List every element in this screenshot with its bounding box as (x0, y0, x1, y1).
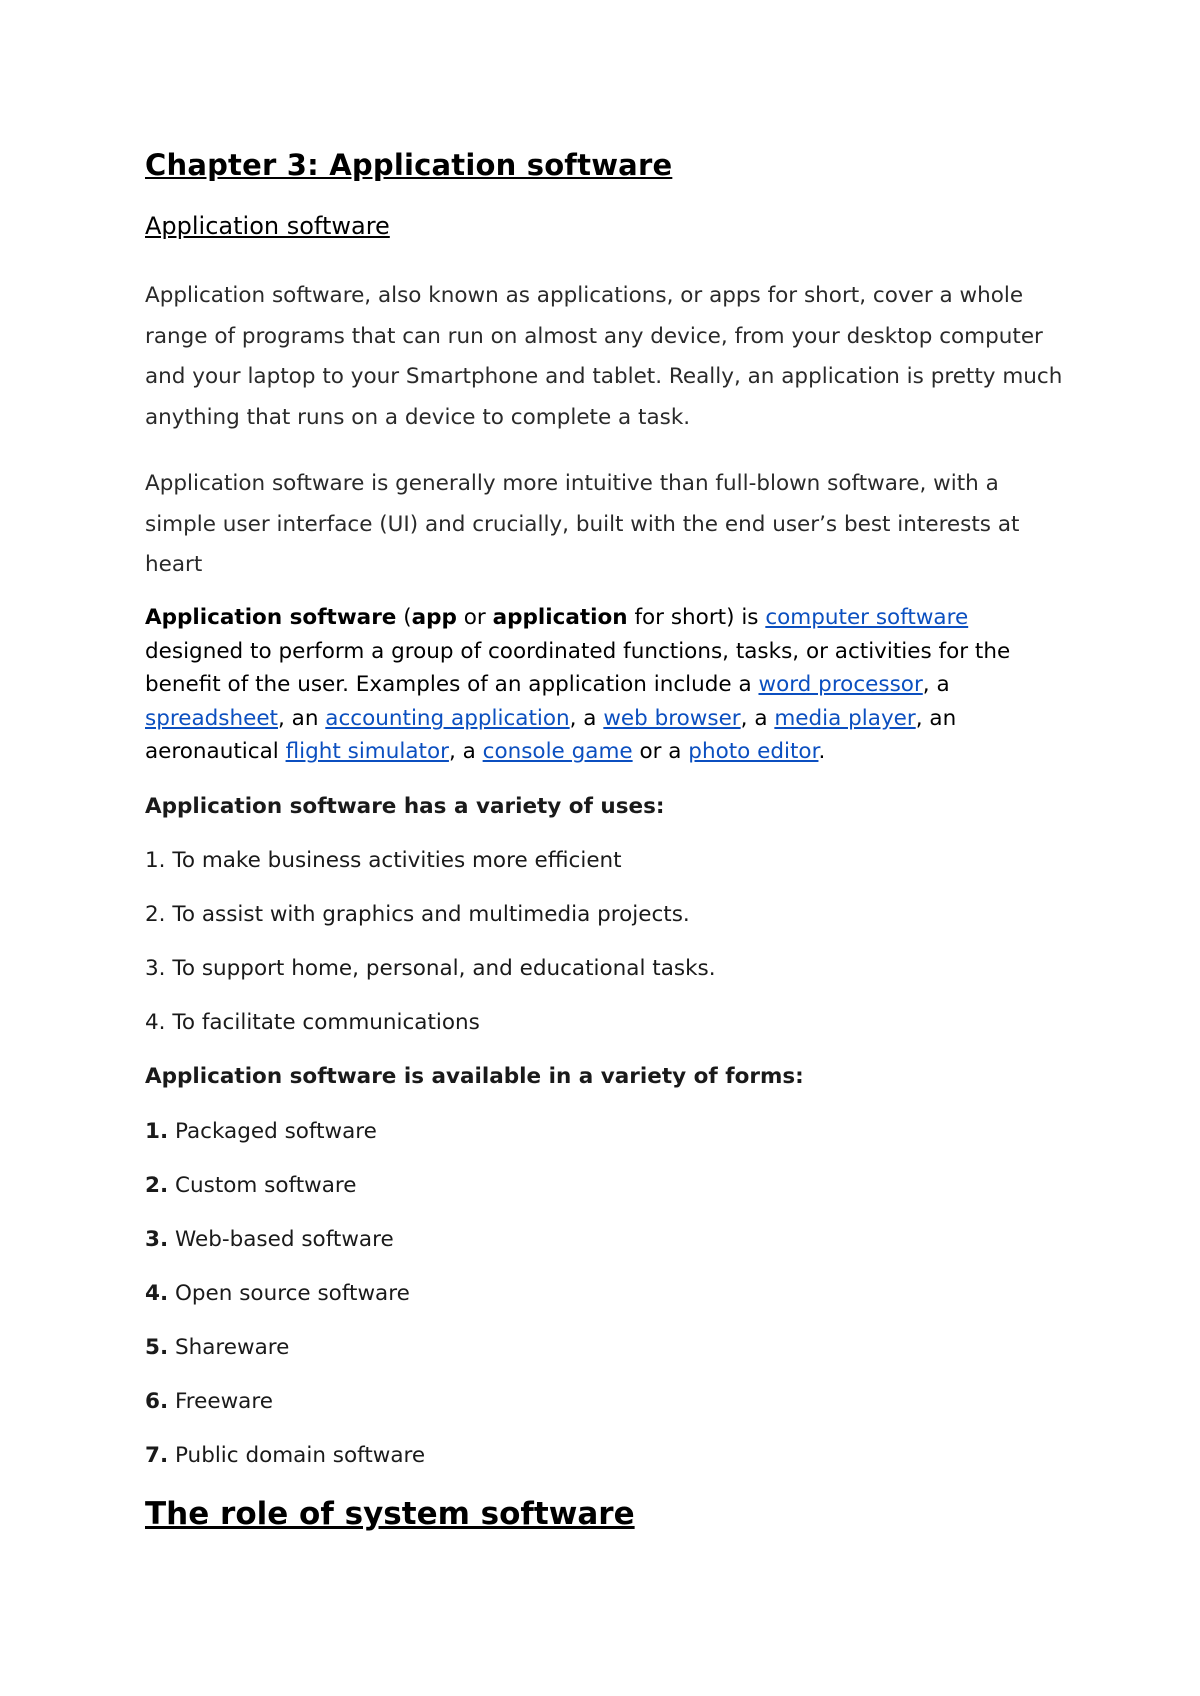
form-item (145, 1119, 377, 1144)
term-application: application (492, 605, 628, 630)
text-fragment: ( (396, 605, 412, 630)
form-text: Packaged software (168, 1119, 377, 1144)
intro-line: and your laptop to your Smartphone and tablet. Really, an application is pretty much (145, 364, 1063, 389)
link-media-player[interactable]: media player (774, 705, 916, 731)
text-fragment: , a (448, 739, 483, 764)
next-section-heading: The role of system software (145, 1496, 635, 1532)
use-item: 1. To make business activities more efficient (145, 848, 622, 873)
text-fragment: . (818, 739, 826, 764)
link-console-game[interactable]: console game (482, 739, 633, 764)
text-fragment: , an (277, 705, 326, 731)
intro-line: anything that runs on a device to complete a task. (145, 404, 691, 430)
form-item (145, 1227, 394, 1252)
intro-line: Application software, also known as applications, or apps for short, cover a whole (145, 283, 1024, 308)
form-item (145, 1173, 357, 1198)
form-number: 5. (145, 1335, 169, 1360)
text-fragment: , a (740, 705, 775, 731)
intro-paragraph (145, 276, 1062, 438)
term-app: app (411, 605, 457, 630)
form-item (145, 1443, 425, 1468)
text-fragment: or (456, 605, 493, 630)
text-fragment: benefit of the user. Examples of an application include a (145, 672, 759, 697)
text-fragment: , an (915, 705, 957, 731)
definition-line-4 (145, 702, 1010, 736)
link-computer-software[interactable]: computer software (765, 605, 969, 630)
use-item: 3. To support home, personal, and educational tasks. (145, 956, 716, 981)
uses-heading: Application software has a variety of uses: (145, 794, 665, 819)
paragraph-line: heart (145, 552, 203, 577)
paragraph-line: Application software is generally more intuitive than full-blown software, with a (145, 471, 999, 496)
form-item (145, 1389, 273, 1414)
definition-paragraph (145, 601, 1010, 769)
link-spreadsheet[interactable]: spreadsheet (145, 705, 278, 731)
form-text: Shareware (168, 1335, 290, 1360)
term-application-software: Application software (145, 605, 397, 630)
link-photo-editor[interactable]: photo editor (688, 739, 819, 764)
form-number: 1. (145, 1119, 169, 1144)
intro-line: range of programs that can run on almost any device, from your desktop computer (145, 323, 1043, 349)
form-text: Open source software (168, 1281, 410, 1306)
text-fragment: aeronautical (145, 739, 286, 764)
text-fragment: for short) is (627, 605, 766, 630)
form-number: 6. (145, 1389, 169, 1414)
form-number: 7. (145, 1443, 169, 1468)
link-word-processor[interactable]: word processor (758, 672, 923, 697)
link-flight-simulator[interactable]: flight simulator (285, 739, 449, 764)
definition-line-2: designed to perform a group of coordinated functions, tasks, or activities for the (145, 638, 1011, 664)
second-paragraph (145, 464, 1019, 586)
text-fragment: or a (632, 739, 689, 764)
form-text: Public domain software (168, 1443, 426, 1468)
paragraph-line: simple user interface (UI) and crucially, built with the end user’s best interests at (145, 511, 1020, 537)
definition-line-5 (145, 735, 1010, 769)
use-item: 4. To facilitate communications (145, 1010, 480, 1035)
form-text: Custom software (168, 1173, 357, 1198)
link-web-browser[interactable]: web browser (603, 705, 741, 731)
definition-line-1 (145, 601, 1010, 635)
text-fragment: , a (922, 672, 950, 697)
definition-line-3 (145, 668, 1010, 702)
form-item (145, 1281, 410, 1306)
form-number: 4. (145, 1281, 169, 1306)
chapter-title: Chapter 3: Application software (145, 148, 673, 182)
section-heading: Application software (145, 212, 390, 240)
link-accounting-application[interactable]: accounting application (325, 705, 570, 731)
use-item: 2. To assist with graphics and multimedia projects. (145, 902, 690, 927)
form-text: Freeware (168, 1389, 273, 1414)
form-number: 2. (145, 1173, 169, 1198)
text-fragment: , a (569, 705, 604, 731)
form-text: Web-based software (168, 1227, 394, 1252)
forms-heading: Application software is available in a variety of forms: (145, 1064, 804, 1089)
form-item (145, 1335, 289, 1360)
form-number: 3. (145, 1227, 169, 1252)
